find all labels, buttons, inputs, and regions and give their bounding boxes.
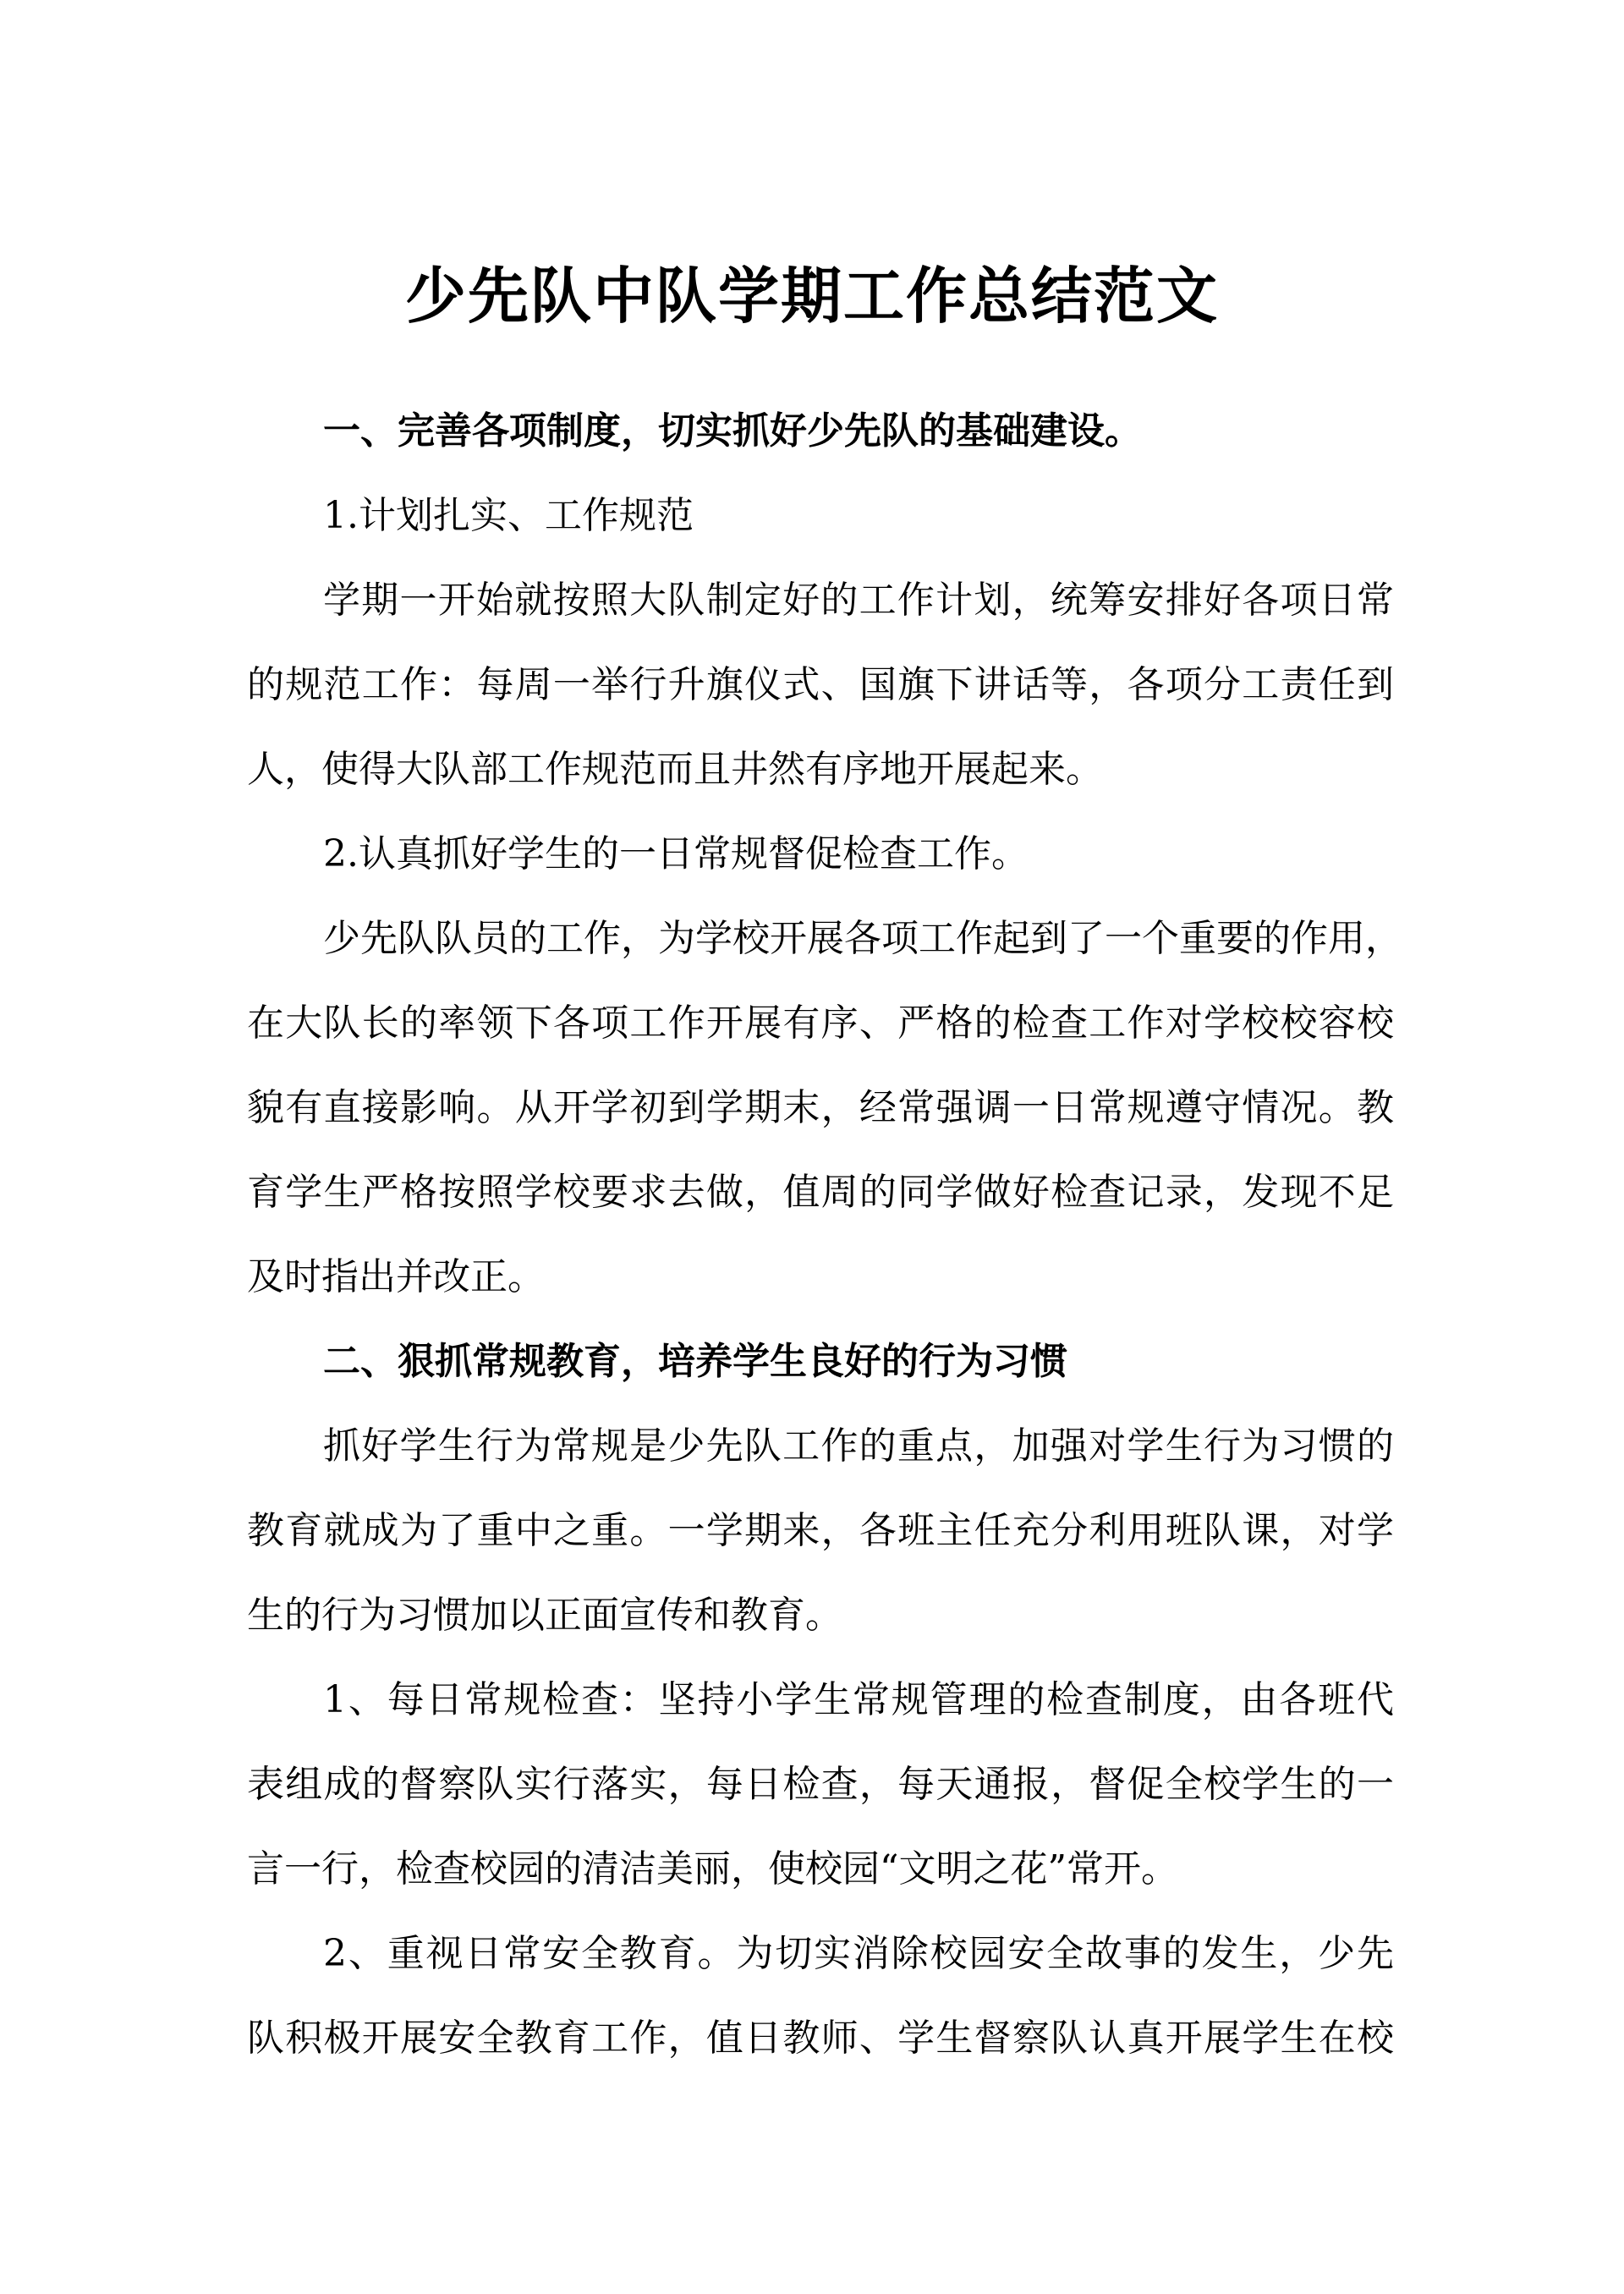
paragraph-line: 教育就成为了重中之重。一学期来，各班主任充分利用班队课，对学: [247, 1509, 1394, 1552]
paragraph-line: 育学生严格按照学校要求去做，值周的同学做好检查记录，发现不足: [247, 1171, 1394, 1214]
paragraph-line: 的规范工作：每周一举行升旗仪式、国旗下讲话等，各项分工责任到: [247, 663, 1394, 706]
paragraph-line: 2、重视日常安全教育。为切实消除校园安全故事的发生，少先: [323, 1932, 1394, 1975]
paragraph-line: 言一行，检查校园的清洁美丽，使校园“文明之花”常开。: [247, 1847, 1178, 1891]
section-heading-2: 二、狠抓常规教育，培养学生良好的行为习惯: [323, 1340, 1067, 1383]
subsection-title-1: 1.计划扎实、工作规范: [323, 494, 694, 537]
subsection-title-2: 2.认真抓好学生的一日常规督促检查工作。: [323, 832, 1029, 875]
paragraph-line: 抓好学生行为常规是少先队工作的重点，加强对学生行为习惯的: [323, 1424, 1394, 1468]
paragraph-line: 生的行为习惯加以正面宣传和教育。: [247, 1594, 842, 1637]
paragraph-line: 及时指出并改正。: [247, 1255, 545, 1298]
paragraph-line: 表组成的督察队实行落实，每日检查，每天通报，督促全校学生的一: [247, 1763, 1394, 1806]
section-heading-1: 一、完善各项制度，切实抓好少先队的基础建设。: [323, 409, 1142, 453]
paragraph-line: 学期一开始就按照大队制定好的工作计划，统筹安排好各项日常: [323, 579, 1394, 622]
paragraph-line: 队积极开展安全教育工作，值日教师、学生督察队认真开展学生在校: [247, 2017, 1394, 2060]
paragraph-line: 1、每日常规检查：坚持小学生常规管理的检查制度，由各班代: [323, 1678, 1394, 1721]
paragraph-line: 少先队队员的工作，为学校开展各项工作起到了一个重要的作用，: [323, 917, 1402, 960]
paragraph-line: 人，使得大队部工作规范而且井然有序地开展起来。: [247, 748, 1103, 791]
paragraph-line: 在大队长的率领下各项工作开展有序、严格的检查工作对学校校容校: [247, 1002, 1394, 1045]
paragraph-line: 貌有直接影响。从开学初到学期末，经常强调一日常规遵守情况。教: [247, 1086, 1394, 1129]
document-title: 少先队中队学期工作总结范文: [404, 261, 1219, 332]
